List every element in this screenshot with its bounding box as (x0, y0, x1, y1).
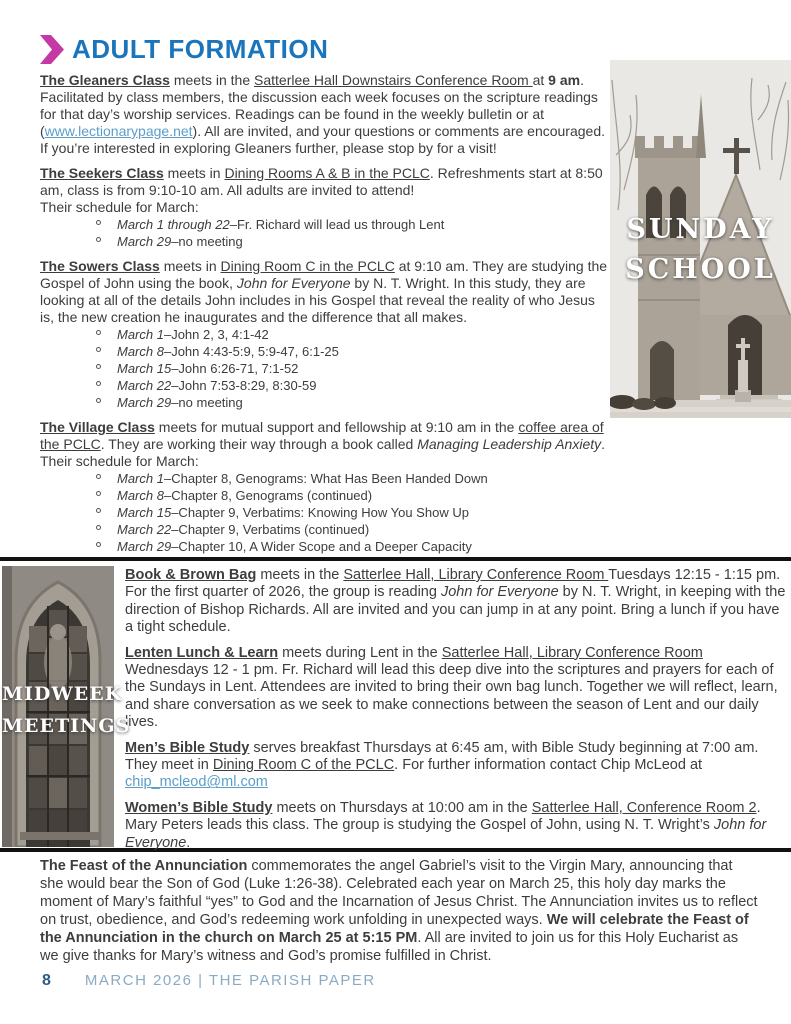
feast-paragraph (40, 858, 758, 965)
group-title: Book & Brown Bag (125, 567, 257, 583)
book-brown-bag-paragraph (125, 567, 787, 637)
group-title: Lenten Lunch & Learn (125, 644, 279, 661)
sunday-school-image (610, 60, 791, 418)
schedule-bullet (96, 233, 610, 250)
village-paragraph (40, 419, 610, 470)
page-title: ADULT FORMATION (72, 34, 329, 64)
text-segment: by N. T. Wright. In this study, they are looking at all of the details John includes in his Gospel that reveal the reality of who Jesus is, the new creation he inaugurates and the difference that all makes. (40, 275, 595, 325)
text-segment: John for Everyone (440, 584, 559, 601)
schedule-bullet (96, 487, 610, 504)
lectionarypage-link[interactable]: www.lectionarypage.net (44, 123, 193, 139)
schedule-text (117, 377, 316, 394)
class-title: The Gleaners Class (40, 72, 170, 88)
text-segment: serves breakfast Thursdays at 6:45 am, with Bible Study beginning at 7:00 am. They meet in (125, 739, 759, 774)
circle-bullet-icon (96, 330, 101, 335)
text-segment: Dining Room C of the PCLC (212, 757, 395, 774)
text-segment: . Facilitated by class members, the discussion each week focuses on the scripture readings for that day’s worship services. Readings can be found in the weekly bulletin or at ( (40, 72, 598, 139)
text-segment: at 9:10 am. They are studying the Gospel of John using the book, (40, 258, 608, 291)
text-segment: . For further information contact Chip McLeod at (394, 757, 703, 774)
text-segment: Dining Rooms A & B in the PCLC (224, 165, 430, 181)
page-header (40, 34, 328, 65)
circle-bullet-icon (96, 381, 101, 386)
footer-text: MARCH 2026 | THE PARISH PAPER (84, 972, 376, 989)
text-segment: Tuesdays 12:15 - 1:15 pm. For the first quarter of 2026, the group is reading (125, 567, 781, 601)
seekers-schedule-list (40, 216, 610, 250)
chevron-icon (40, 35, 64, 64)
schedule-text (117, 538, 472, 555)
circle-bullet-icon (96, 398, 101, 403)
group-title: Women’s Bible Study (125, 799, 273, 816)
feast-title: The Feast of the Annunciation (40, 858, 248, 874)
class-title: The Sowers Class (40, 258, 160, 274)
schedule-text (117, 343, 339, 360)
schedule-text (117, 360, 298, 377)
schedule-text (117, 487, 372, 504)
text-segment: Satterlee Hall, Library Conference Room (343, 567, 609, 583)
text-segment: March 22 (117, 522, 172, 537)
village-schedule-list (40, 470, 610, 555)
schedule-bullet (96, 470, 610, 487)
text-segment: March 8 (117, 488, 164, 503)
text-segment: March 29 (117, 234, 172, 249)
caption-line: MIDWEEK (2, 683, 123, 705)
text-segment: –Fr. Richard will lead us through Lent (229, 217, 445, 232)
text-segment: meets in (159, 258, 221, 274)
text-segment: . (186, 834, 191, 851)
seekers-schedule-label: Their schedule for March: (40, 199, 199, 215)
text-segment: March 22 (117, 378, 172, 393)
text-segment: –John 6:26-71, 7:1-52 (171, 361, 299, 376)
schedule-text (117, 216, 444, 233)
mens-bible-study-paragraph (125, 740, 787, 792)
text-segment: –John 4:43-5:9, 5:9-47, 6:1-25 (163, 344, 339, 359)
text-segment: –no meeting (171, 395, 243, 410)
text-segment: Satterlee Hall Downstairs Conference Room (254, 72, 533, 88)
text-segment: March 15 (117, 361, 172, 376)
text-segment: . They are working their way through a book called (100, 436, 418, 452)
seekers-paragraph (40, 165, 610, 199)
text-segment: –no meeting (171, 234, 243, 249)
text-segment: –John 2, 3, 4:1-42 (163, 327, 269, 342)
circle-bullet-icon (96, 220, 101, 225)
schedule-text (117, 326, 269, 343)
text-segment: Satterlee Hall, Conference Room 2 (531, 799, 757, 816)
text-segment: –Chapter 9, Verbatims: Knowing How You Show Up (171, 505, 469, 520)
schedule-bullet (96, 216, 610, 233)
womens-bible-study-paragraph (125, 800, 787, 852)
circle-bullet-icon (96, 474, 101, 479)
caption-line: SUNDAY (626, 214, 775, 245)
class-title: The Seekers Class (40, 165, 164, 181)
text-segment: March 1 (117, 471, 164, 486)
caption-line: SCHOOL (625, 254, 776, 285)
sunday-school-caption (610, 210, 791, 290)
midweek-meetings-caption (2, 678, 131, 742)
text-segment: –Chapter 8, Genograms: What Has Been Handed Down (163, 471, 488, 486)
page-footer (42, 972, 376, 990)
text-segment: John for Everyone (125, 817, 767, 851)
gleaners-paragraph (40, 72, 610, 157)
text-segment: We will celebrate the Feast of the Annunciation in the church on March 25 at 5:15 PM (40, 911, 749, 946)
text-segment: March 29 (117, 395, 172, 410)
email-link[interactable]: chip_mcleod@ml.com (125, 774, 268, 791)
circle-bullet-icon (96, 237, 101, 242)
text-segment: March 1 (117, 327, 164, 342)
text-segment: meets in the (169, 72, 254, 88)
text-segment: Dining Room C in the PCLC (220, 258, 395, 274)
schedule-text (117, 504, 469, 521)
class-title: The Village Class (40, 419, 155, 435)
schedule-bullet (96, 326, 610, 343)
circle-bullet-icon (96, 491, 101, 496)
text-segment: meets in the (256, 567, 344, 583)
caption-line: MEETINGS (2, 715, 131, 737)
feast-annunciation-section (40, 858, 758, 965)
midweek-meetings-image (2, 566, 131, 847)
cross-icon (734, 138, 739, 174)
text-segment: meets for mutual support and fellowship at 9:10 am in the (154, 419, 519, 435)
schedule-bullet (96, 521, 610, 538)
text-segment: –Chapter 8, Genograms (continued) (163, 488, 373, 503)
schedule-text (117, 470, 488, 487)
schedule-bullet (96, 360, 610, 377)
text-segment: at (532, 72, 549, 88)
text-segment: . Their schedule for March: (40, 436, 606, 469)
text-segment: . Refreshments start at 8:50 am, class is from 9:10-10 am. All adults are invited to attend! (40, 165, 603, 198)
midweek-text-column (125, 561, 787, 852)
schedule-bullet (96, 538, 610, 555)
text-segment: 9 am (548, 72, 581, 88)
schedule-bullet (96, 394, 610, 411)
schedule-bullet (96, 343, 610, 360)
text-segment: . Mary Peters leads this class. The group is studying the Gospel of John, using N. T. Wright’s (125, 799, 761, 834)
text-segment: –Chapter 9, Verbatims (continued) (171, 522, 370, 537)
text-segment: meets on Thursdays at 10:00 am in the (272, 799, 532, 816)
text-segment: March 1 through 22 (117, 217, 230, 232)
circle-bullet-icon (96, 542, 101, 547)
schedule-text (117, 521, 369, 538)
schedule-bullet (96, 377, 610, 394)
text-segment: March 29 (117, 539, 172, 554)
lenten-lunch-learn-paragraph (125, 645, 787, 732)
text-segment: coffee area of the PCLC (40, 419, 604, 452)
circle-bullet-icon (96, 347, 101, 352)
text-segment: by N. T. Wright, in keeping with the direction of Bishop Richards. All are invited and you can jump in at any point. Bring a lunch if you have a tight schedule. (125, 584, 786, 636)
text-segment: –John 7:53-8:29, 8:30-59 (171, 378, 317, 393)
text-segment: Managing Leadership Anxiety (417, 436, 602, 452)
sowers-paragraph (40, 258, 610, 326)
text-segment: meets during Lent in the (278, 644, 442, 661)
text-segment: March 15 (117, 505, 172, 520)
midweek-meetings-section (0, 557, 791, 852)
circle-bullet-icon (96, 508, 101, 513)
text-segment: John for Everyone (236, 275, 351, 291)
schedule-text (117, 233, 243, 250)
schedule-text (117, 394, 243, 411)
circle-bullet-icon (96, 364, 101, 369)
text-segment: meets in (163, 165, 225, 181)
group-title: Men’s Bible Study (125, 739, 250, 756)
text-segment: Satterlee Hall, Library Conference Room (441, 644, 703, 661)
text-segment: commemorates the angel Gabriel’s visit to the Virgin Mary, announcing that she would bear the Son of God (Luke 1:26-38). Celebrated each year on March 25, this holy day marks the moment of Mary’s faithful “yes” to God and the Incarnation of Jesus Christ. The Annunciation invites us to reflect on trust, obedience, and God’s redeeming work unfolding in unexpected ways. (40, 858, 758, 928)
text-segment: ). All are invited, and your questions or comments are encouraged. If you’re interested in exploring Gleaners further, please stop by for a visit! (40, 123, 605, 156)
text-segment: Wednesdays 12 - 1 pm. Fr. Richard will lead this deep dive into the scriptures and prayers for each of the Sundays in Lent. Attendees are invited to bring their own bag lunch. Together we will reflect, learn, and share conversation as we seek to make connections between the season of Lent and our daily lives. (125, 662, 778, 731)
text-segment: . All are invited to join us for this Holy Eucharist as we give thanks for Mary’s witness and God’s promise fulfilled in Christ. (40, 929, 739, 964)
page-number: 8 (42, 972, 51, 989)
circle-bullet-icon (96, 525, 101, 530)
sowers-schedule-list (40, 326, 610, 411)
schedule-bullet (96, 504, 610, 521)
adult-formation-column (40, 72, 610, 563)
text-segment: March 8 (117, 344, 164, 359)
text-segment: –Chapter 10, A Wider Scope and a Deeper Capacity (171, 539, 472, 554)
